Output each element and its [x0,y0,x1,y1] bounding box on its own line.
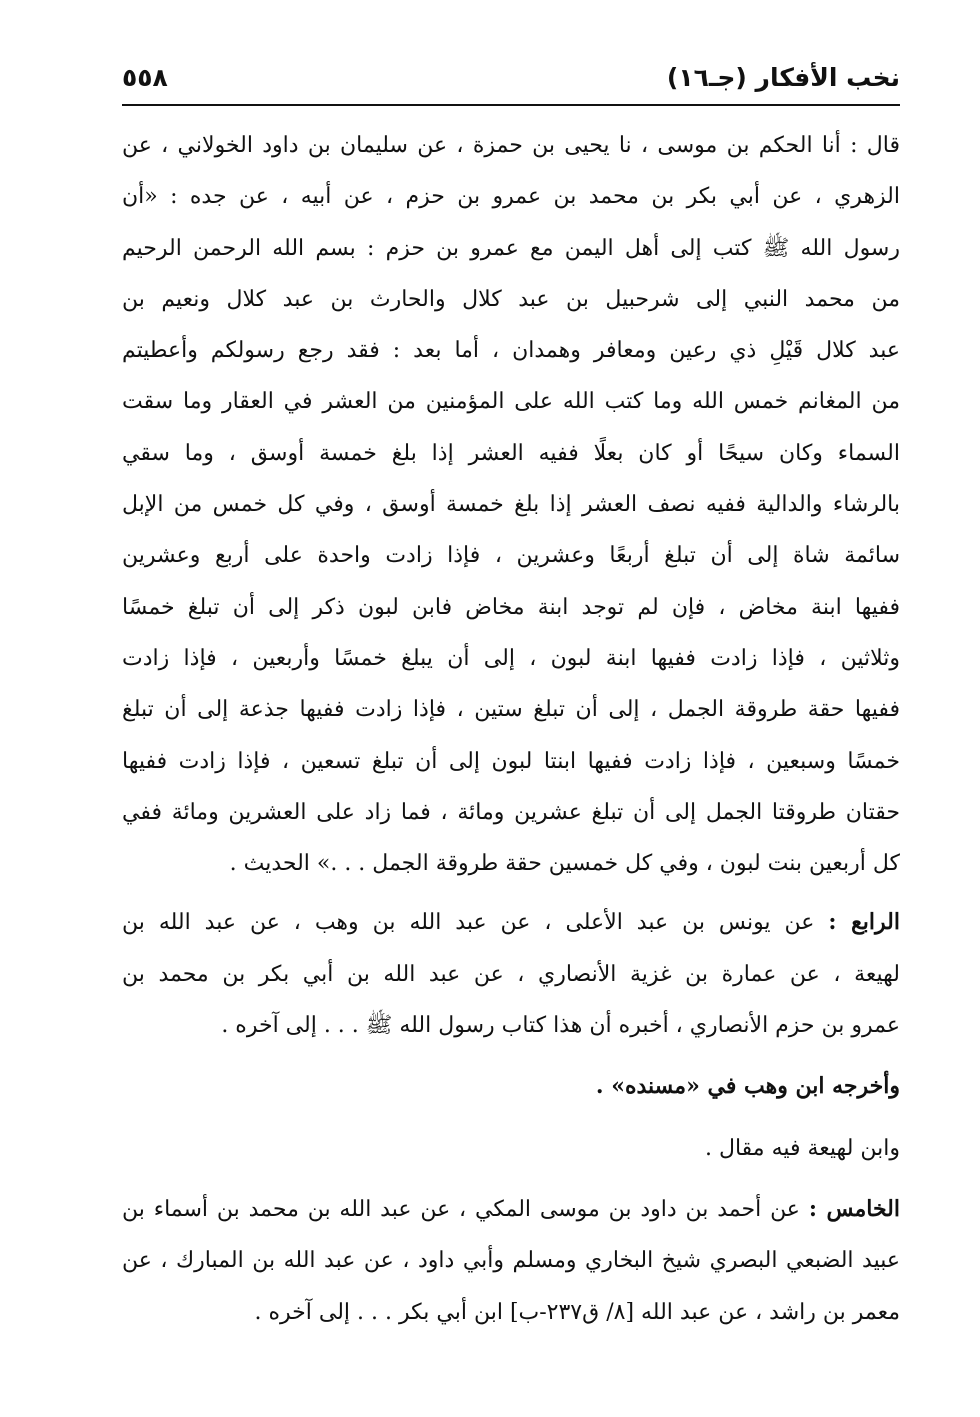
text-line: لهيعة ، عن عمارة بن غزية الأنصاري ، عن عبد الله بن أبي بكر بن محمد بن [122,961,900,987]
text-line: ففيها ابنة مخاض ، فإن لم توجد ابنة مخاض فابن لبون ذكر إلى أن تبلغ خمسًا [122,594,900,620]
section-lead-fourth: الرابع : [828,909,901,936]
paragraph-fourth-chain [122,897,900,1051]
paragraph-fifth-chain [122,1184,900,1338]
text-line [122,1184,900,1235]
text-line: بالرشاء والدالية ففيه نصف العشر إذا بلغ خمسة أوسق ، وفي كل خمس من الإبل [122,492,900,518]
text-line: ففيها حقة طروقة الجمل ، إلى أن تبلغ ستين ، فإذا زادت ففيها جذعة إلى أن تبلغ [122,697,900,723]
text-line: عبد كلال قَيْلِ ذي رعين ومعافر وهمدان ، أما بعد : فقد رجع رسولكم وأعطيتم [122,338,900,364]
text-line-remainder: عن أحمد بن داود بن موسى المكي ، عن عبد الله بن محمد بن أسماء بن [122,1196,800,1222]
paragraph-hadith [122,120,900,889]
text-line: معمر بن راشد ، عن عبد الله [٨/ ق٢٣٧-ب] ابن أبي بكر . . . إلى آخره . [254,1299,900,1325]
text-line: سائمة شاة إلى أن تبلغ أربعًا وعشرين ، فإذا زادت واحدة على أربع وعشرين [122,543,900,569]
text-line: خمسًا وسبعين ، فإذا زادت ففيها ابنتا لبون إلى أن تبلغ تسعين ، فإذا زادت ففيها [122,748,900,774]
paragraph-ibn-wahb-note [122,1061,900,1112]
text-line: الزهري ، عن أبي بكر بن محمد بن عمرو بن حزم ، عن أبيه ، عن جده : «أن [122,184,900,210]
paragraph-ibn-lahia-note [122,1123,900,1174]
text-line: عبيد الضبعي البصري شيخ البخاري ومسلم وأبي داود ، عن عبد الله بن المبارك ، عن [122,1248,900,1274]
text-line: قال : أنا الحكم بن موسى ، نا يحيى بن حمزة ، عن سليمان بن داود الخولاني ، عن [122,133,900,158]
header-divider [122,104,900,106]
text-line [122,897,900,948]
text-line: السماء وكان سيحًا أو كان بعلًا ففيه العشر إذا بلغ خمسة أوسق ، وما سقي [122,440,900,466]
text-line-remainder: عن يونس بن عبد الأعلى ، عن عبد الله بن وهب ، عن عبد الله بن [122,910,815,936]
page-number: ٥٥٨ [122,63,168,92]
text-line: وابن لهيعة فيه مقال . [704,1135,900,1161]
text-line: من محمد النبي إلى شرحبيل بن عبد كلال والحارث بن عبد كلال ونعيم بن [122,286,900,312]
text-line: رسول الله ﷺ كتب إلى أهل اليمن مع عمرو بن حزم : بسم الله الرحمن الرحيم [122,235,900,261]
running-title: نخب الأفكار (جـ١٦) [666,63,900,92]
text-line: كل أربعين بنت لبون ، وفي كل خمسين حقة طروقة الجمل . . .» الحديث . [229,851,900,877]
bold-note: وأخرجه ابن وهب في «مسنده» . [595,1073,900,1100]
text-line: من المغانم خمس الله وما كتب الله على المؤمنين من العشر في العقار وما سقت [122,389,900,415]
section-lead-fifth: الخامس : [808,1195,900,1222]
text-line: وثلاثين ، فإذا زادت ففيها ابنة لبون ، إلى أن يبلغ خمسًا وأربعين ، فإذا زادت [122,645,900,671]
text-line: حقتان طروقتا الجمل إلى أن تبلغ عشرين ومائة ، فما زاد على العشرين ومائة ففي [122,799,900,825]
main-text [122,120,900,1338]
text-line: عمرو بن حزم الأنصاري ، أخبره أن هذا كتاب رسول الله ﷺ . . . إلى آخره . [221,1013,900,1039]
page-header [122,60,900,100]
